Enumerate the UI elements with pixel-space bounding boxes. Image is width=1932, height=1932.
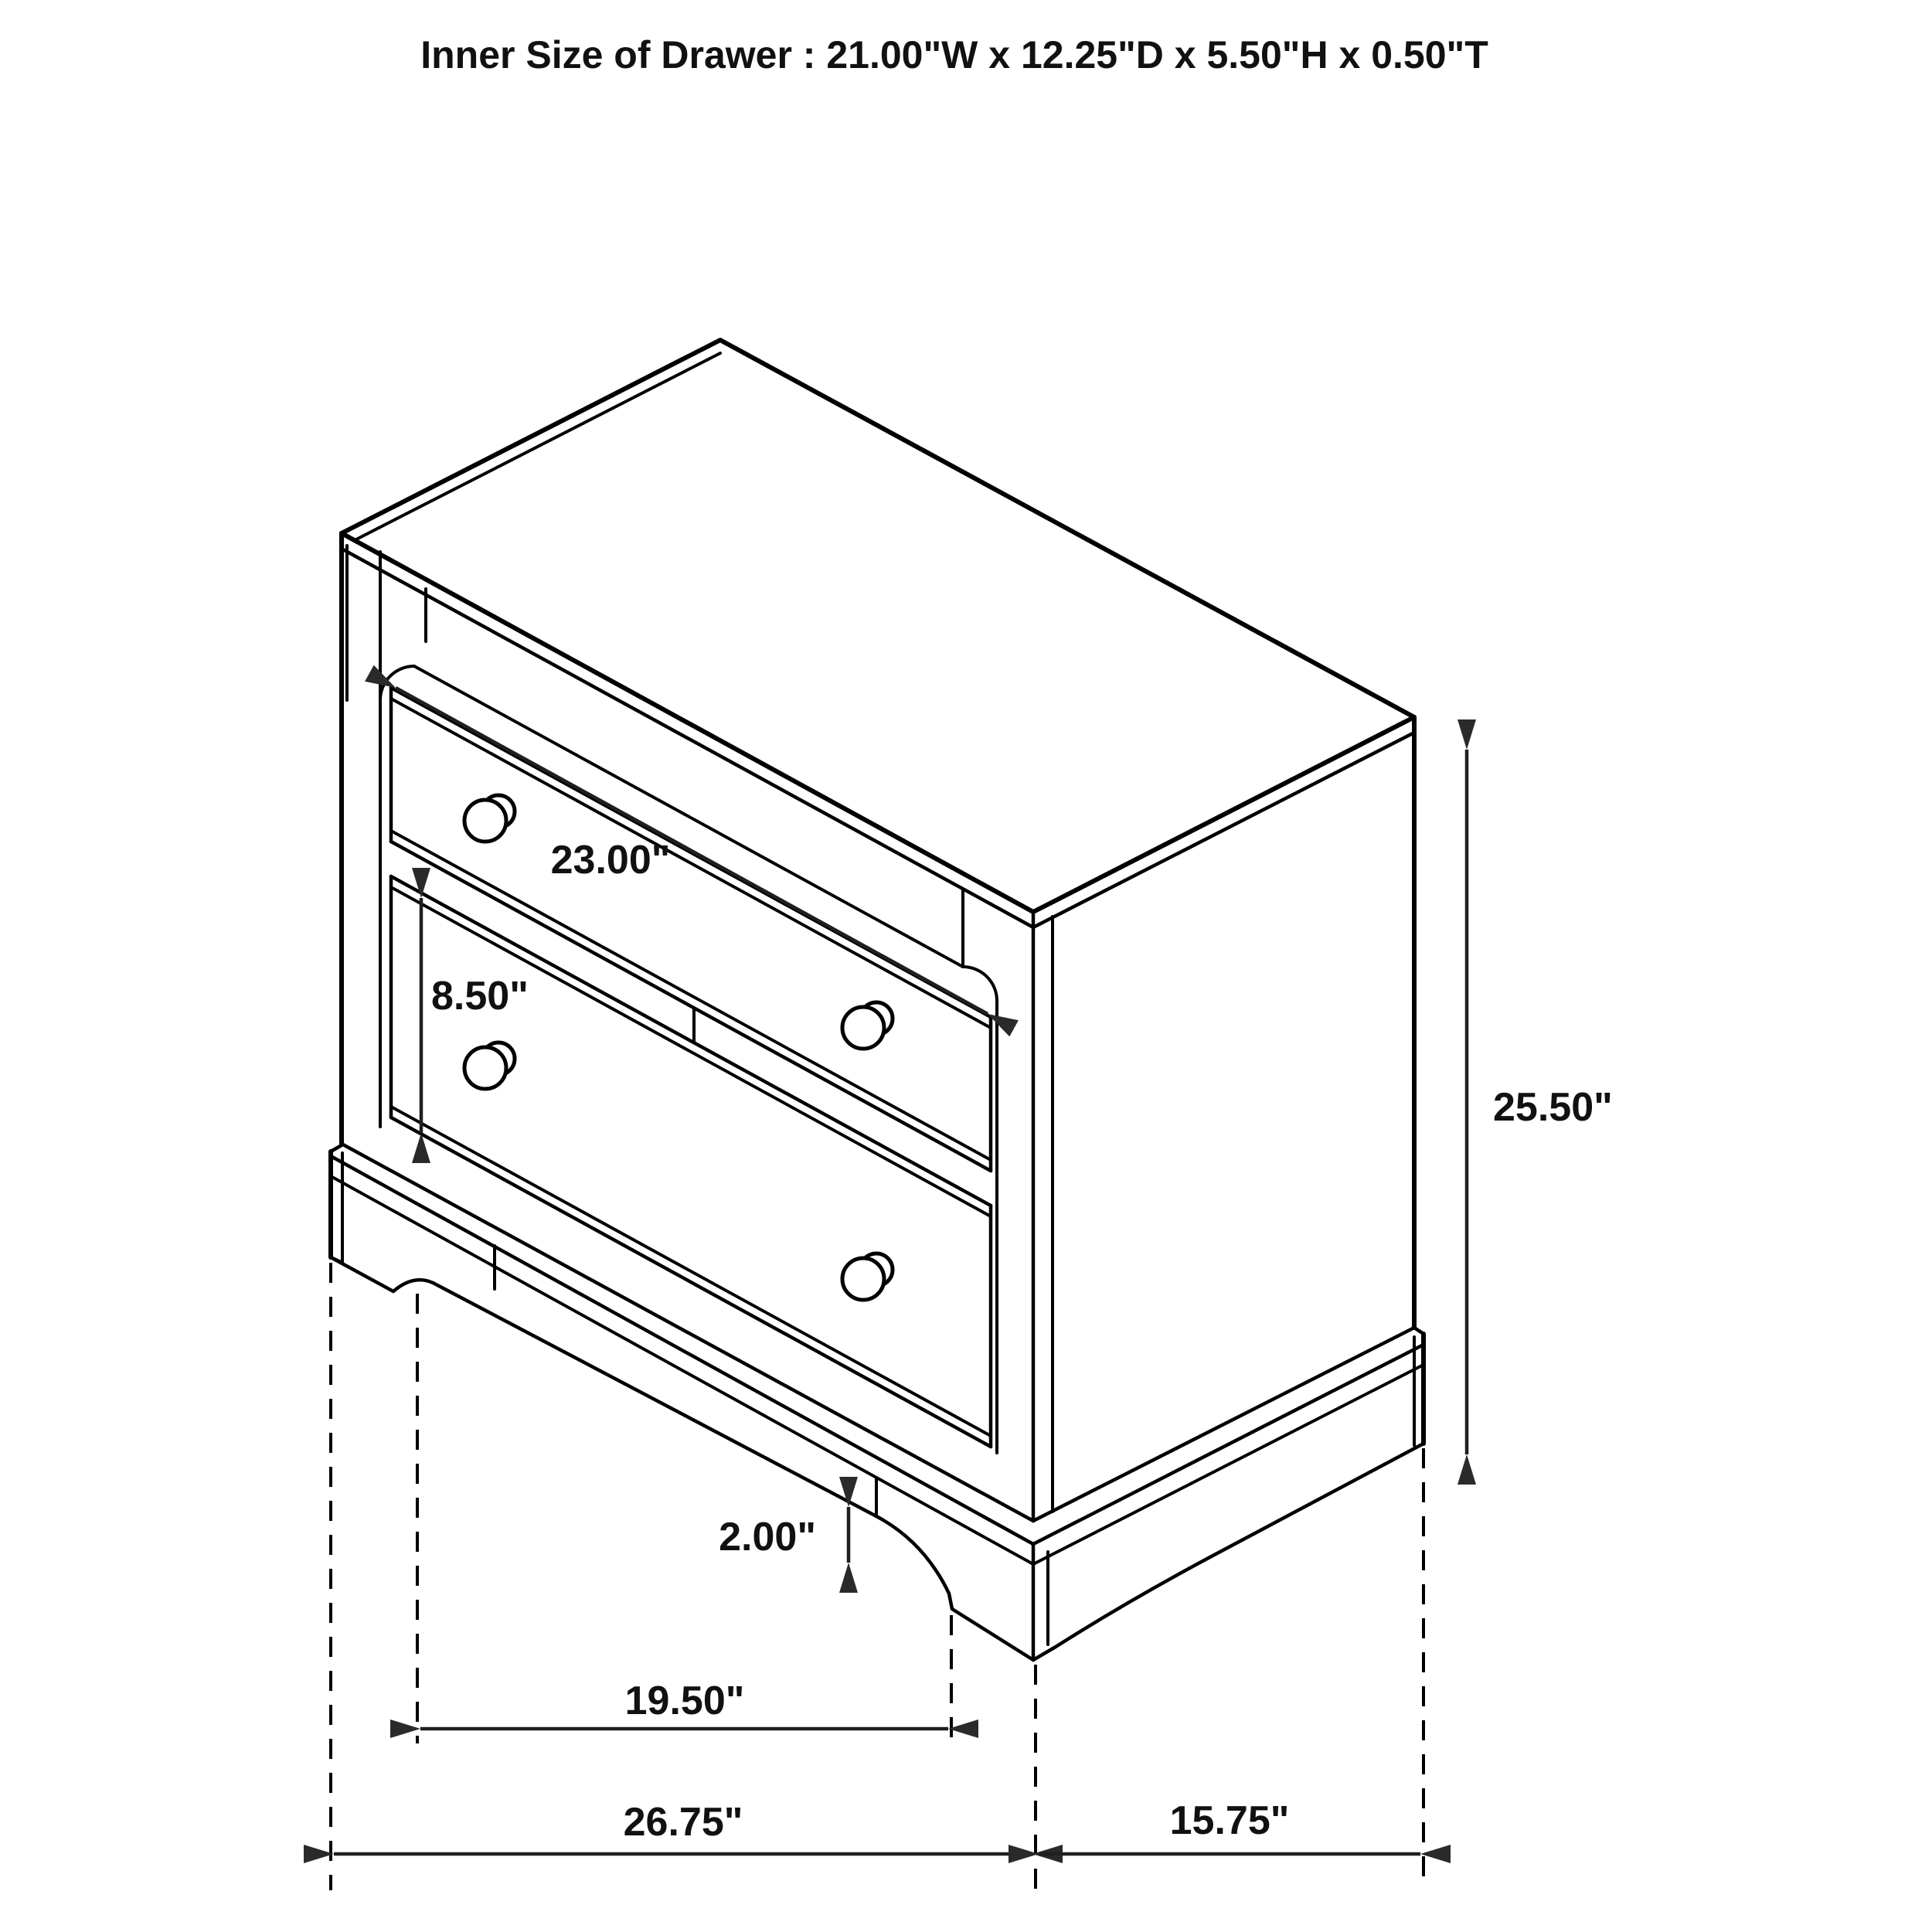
dim-base-height-label: 2.00"	[719, 1515, 816, 1560]
dim-overall-depth-label: 15.75"	[1169, 1798, 1290, 1843]
dim-drawer-width-label: 23.00"	[550, 838, 671, 883]
dashed-projection-lines	[331, 1263, 1423, 1890]
dim-overall-width-label: 26.75"	[623, 1800, 743, 1845]
dim-overall-depth	[1039, 1798, 1420, 1854]
dim-feet-span	[420, 1679, 948, 1729]
drawer-2-left-knob	[464, 1043, 515, 1089]
dim-drawer-width	[396, 688, 988, 1014]
drawer-1-front	[391, 688, 991, 1171]
drawer-2-right-knob	[842, 1253, 893, 1300]
drawer-2-front	[391, 876, 991, 1447]
dim-drawer-front-height-label: 8.50"	[431, 974, 529, 1019]
dim-overall-width	[334, 1800, 1032, 1854]
face-frame	[347, 546, 1053, 1512]
dim-overall-height-label: 25.50"	[1493, 1085, 1613, 1130]
base-plinth	[331, 1145, 1423, 1660]
drawer-1-left-knob	[464, 795, 515, 842]
dim-overall-height	[1467, 750, 1613, 1454]
top-face	[342, 340, 1414, 927]
dim-base-height	[719, 1507, 849, 1563]
drawer-1-right-knob	[842, 1002, 893, 1049]
dim-feet-span-label: 19.50"	[624, 1679, 745, 1723]
page-title: Inner Size of Drawer : 21.00"W x 12.25"D x 5.50"H x 0.50"T	[420, 33, 1488, 77]
